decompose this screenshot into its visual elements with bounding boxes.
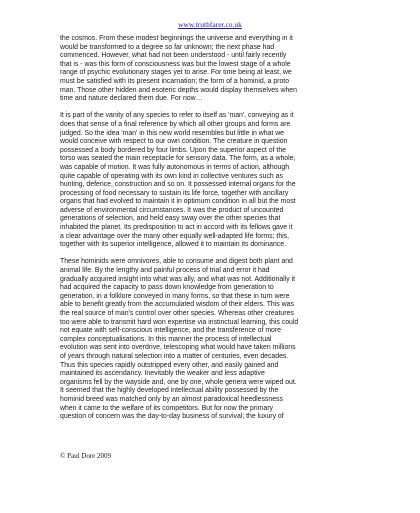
body-text <box>60 35 372 430</box>
text-line: not equate with self-conscious intelligence, and the transference of more <box>60 327 282 335</box>
text-line: of years through natural selection into a matter of centuries, even decades. <box>60 352 289 360</box>
text-line: complex conceptualisations. In this manner the process of intellectual <box>60 335 272 343</box>
paragraph-3 <box>60 258 372 421</box>
text-line: the cosmos. From these modest beginnings the universe and everything in it <box>60 35 293 42</box>
text-line: torso was seated the main receptacle for sensory data. The form, as a whole, <box>60 155 296 163</box>
text-line: able to benefit greatly from the accumulated wisdom of their elders. This was <box>60 301 294 309</box>
paragraph-1 <box>60 35 372 104</box>
text-line: when it came to the welfare of its competitors. But for now the primary <box>60 404 273 412</box>
text-line: range of psychic evolutionary stages yet to arise. For time being at least, we <box>60 69 292 77</box>
text-line: a clear advantage over the many other equally well-adapted life forms; this, <box>60 232 290 240</box>
text-line: does that sense of a final reference by which all other groups and forms are <box>60 120 291 128</box>
text-line: These hominids were omnivores, able to consume and digest both plant and <box>60 258 293 266</box>
text-line: generation, in a folklore conveyed in many forms, so that these in turn were <box>60 292 290 300</box>
text-line: judged. So the idea 'man' in this new world resembles but little in what we <box>60 129 285 137</box>
text-line: would conceive with respect to our own condition. The creature in question <box>60 138 288 146</box>
text-line: adverse of environmental circumstances. It was the product of uncounted <box>60 206 284 214</box>
text-line: maintained its ascendancy. Inevitably the weaker and less adaptive <box>60 370 265 378</box>
paragraph-2 <box>60 112 372 250</box>
text-line: It is part of the vanity of any species to refer to itself as 'man', conveying as it <box>60 112 294 120</box>
text-line: Thus this species rapidly outstripped every other, and easily gained and <box>60 361 279 369</box>
text-line: hominid breed was matched only by an almost paradoxical heedlessness <box>60 395 283 403</box>
text-line: inhabited the planet. Its predisposition to act in accord with its fellows gave it <box>60 224 293 232</box>
text-line: that is - was this form of consciousness was but the lowest stage of a whole <box>60 60 291 68</box>
text-line: must be satisfied with its present incarnation; the form of a hominid, a proto <box>60 77 290 85</box>
text-line: together with its superior intelligence, allowed it to maintain its dominance. <box>60 241 286 249</box>
text-line: organs that had evolved to maintain it in optimum condition in all but the most <box>60 198 296 206</box>
text-line: the real source of man's control over other species. Whereas other creatures <box>60 310 294 317</box>
text-line: evolution was sent into overdrive, telescoping what would have taken millions <box>60 344 296 352</box>
text-line: had acquired the capacity to pass down knowledge from generation to <box>60 284 274 292</box>
text-line: quite capable of operating with its own kind in collective ventures such as <box>60 172 283 180</box>
text-line: man. Those other hidden and esoteric depths would display themselves when <box>60 86 297 94</box>
text-line: animal life. By the lengthy and painful process of trial and error it had <box>60 267 270 275</box>
text-line: time and nature declared them due. For now… <box>60 95 203 103</box>
text-line: It seemed that the highly developed intellectual ability possessed by the <box>60 387 279 395</box>
copyright-footer: © Paul Dore 2009 <box>60 452 112 460</box>
website-link[interactable]: www.truthfarer.co.uk <box>178 20 242 29</box>
text-line: would be transformed to a degree so far unknown; the next phase had <box>60 43 275 51</box>
text-line: gradually acquired insight into what was ally, and what was not. Additionally it <box>60 275 296 283</box>
text-line: was capable of motion. It was fully autonomous in terms of action, although <box>60 163 290 171</box>
text-line: commenced. However, what had not been understood - until fairly recently <box>60 52 287 60</box>
text-line: too were able to transmit hard won expertise via instinctual learning, this could <box>60 318 299 326</box>
text-line: hunting, defence, construction and so on. It possessed internal organs for the <box>60 181 296 189</box>
text-line: generations of selection, and held easy sway over the other species that <box>60 215 281 223</box>
text-line: processing of food necessary to sustain its life force, together with ancillary <box>60 189 289 197</box>
text-line: question of concern was the day-to-day business of survival; the luxury of <box>60 413 284 421</box>
text-line: organisms fell by the wayside and, one by one, whole genera were wiped out. <box>60 378 297 386</box>
text-line: possessed a body bordered by four limbs. Upon the superior aspect of the <box>60 146 286 154</box>
